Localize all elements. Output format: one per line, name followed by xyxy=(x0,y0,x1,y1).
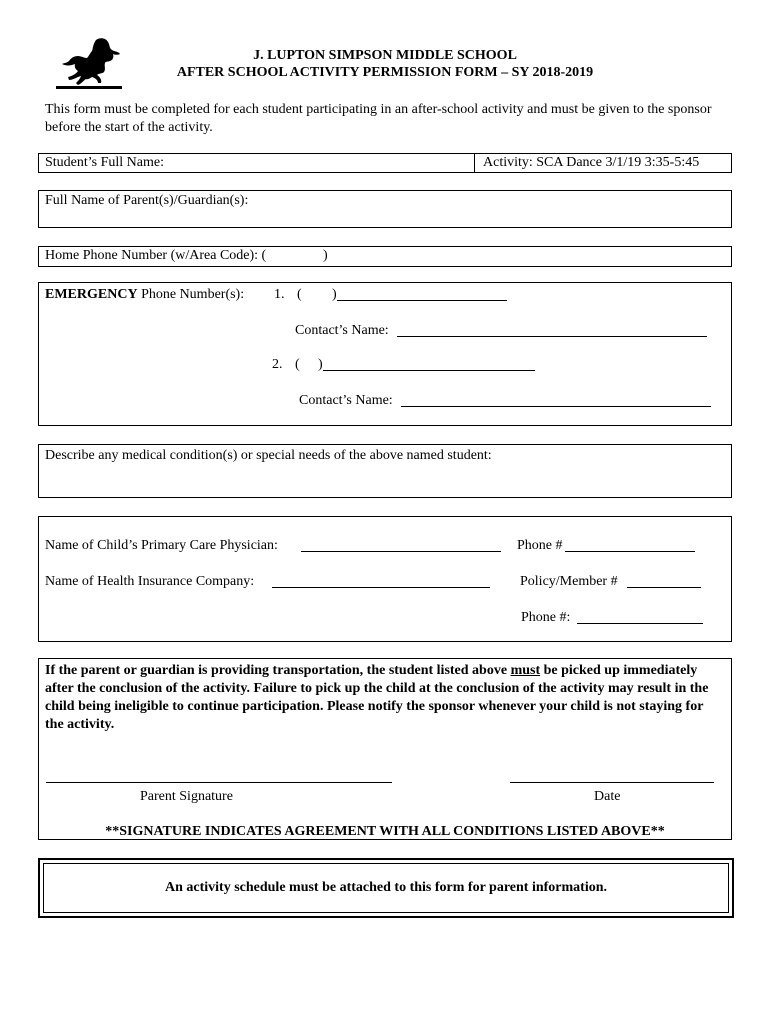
emergency-phone1-open: ( xyxy=(297,287,302,302)
schedule-note-box xyxy=(38,858,734,918)
emergency-num-1: 1. xyxy=(274,287,285,302)
parent-name-label: Full Name of Parent(s)/Guardian(s): xyxy=(45,193,249,208)
policy-number-line[interactable] xyxy=(627,575,701,588)
schedule-note-text: An activity schedule must be attached to this form for parent information. xyxy=(164,880,607,895)
insurance-label: Name of Health Insurance Company: xyxy=(45,574,255,589)
physician-label: Name of Child’s Primary Care Physician: xyxy=(45,538,278,553)
parent-signature-label: Parent Signature xyxy=(140,789,233,804)
home-phone-close-paren: ) xyxy=(323,248,328,263)
emergency-num-2: 2. xyxy=(272,357,283,372)
physician-phone-label: Phone # xyxy=(517,538,563,553)
medical-field[interactable] xyxy=(38,444,732,498)
physician-name-line[interactable] xyxy=(301,539,501,552)
emergency-phone1-line[interactable] xyxy=(337,288,507,301)
insurance-phone-line[interactable] xyxy=(577,611,703,624)
transport-text-must: must xyxy=(510,663,541,678)
contact1-name-line[interactable] xyxy=(397,324,707,337)
transport-paragraph xyxy=(45,662,725,734)
activity-label: Activity: SCA Dance 3/1/19 3:35-5:45 xyxy=(483,155,700,170)
emergency-label-bold: EMERGENCY xyxy=(45,287,138,302)
contact1-label: Contact’s Name: xyxy=(295,323,389,338)
date-label: Date xyxy=(594,789,621,804)
transport-text-after: be picked up immediately after the conclusion of the activity. Failure to pick up the child at the conclusion of the activity may result in the child being ineligible to continue participation. Please notify the sponsor whenever your child is not staying for the activity. xyxy=(45,663,709,732)
student-name-field[interactable] xyxy=(38,153,475,173)
policy-label: Policy/Member # xyxy=(520,574,618,589)
school-name: J. LUPTON SIMPSON MIDDLE SCHOOL xyxy=(253,48,517,63)
home-phone-field[interactable] xyxy=(38,246,732,267)
emergency-phone1-close: ) xyxy=(332,287,337,302)
agreement-text: **SIGNATURE INDICATES AGREEMENT WITH ALL CONDITIONS LISTED ABOVE** xyxy=(105,824,665,839)
physician-section xyxy=(38,516,732,642)
parent-signature-line[interactable] xyxy=(46,770,392,783)
medical-label: Describe any medical condition(s) or special needs of the above named student: xyxy=(45,448,492,463)
activity-field[interactable] xyxy=(474,153,732,173)
insurance-name-line[interactable] xyxy=(272,575,490,588)
intro-text: This form must be completed for each student participating in an after-school activity and must be given to the sponsor before the start of the activity. xyxy=(45,102,712,135)
contact2-label: Contact’s Name: xyxy=(299,393,393,408)
parent-name-field[interactable] xyxy=(38,190,732,228)
transport-text-before: If the parent or guardian is providing transportation, the student listed above xyxy=(45,663,511,678)
insurance-phone-label: Phone #: xyxy=(521,610,571,625)
emergency-phone2-open: ( xyxy=(295,357,300,372)
form-title: AFTER SCHOOL ACTIVITY PERMISSION FORM – SY 2018-2019 xyxy=(176,65,594,80)
emergency-label-rest: Phone Number(s): xyxy=(141,287,245,302)
contact2-name-line[interactable] xyxy=(401,394,711,407)
emergency-label xyxy=(45,287,244,303)
physician-phone-line[interactable] xyxy=(565,539,695,552)
home-phone-label: Home Phone Number (w/Area Code): ( xyxy=(45,248,267,263)
date-line[interactable] xyxy=(510,770,714,783)
emergency-section xyxy=(38,282,732,426)
emergency-phone2-close: ) xyxy=(318,357,323,372)
emergency-phone2-line[interactable] xyxy=(323,358,535,371)
student-name-label: Student’s Full Name: xyxy=(45,155,164,170)
